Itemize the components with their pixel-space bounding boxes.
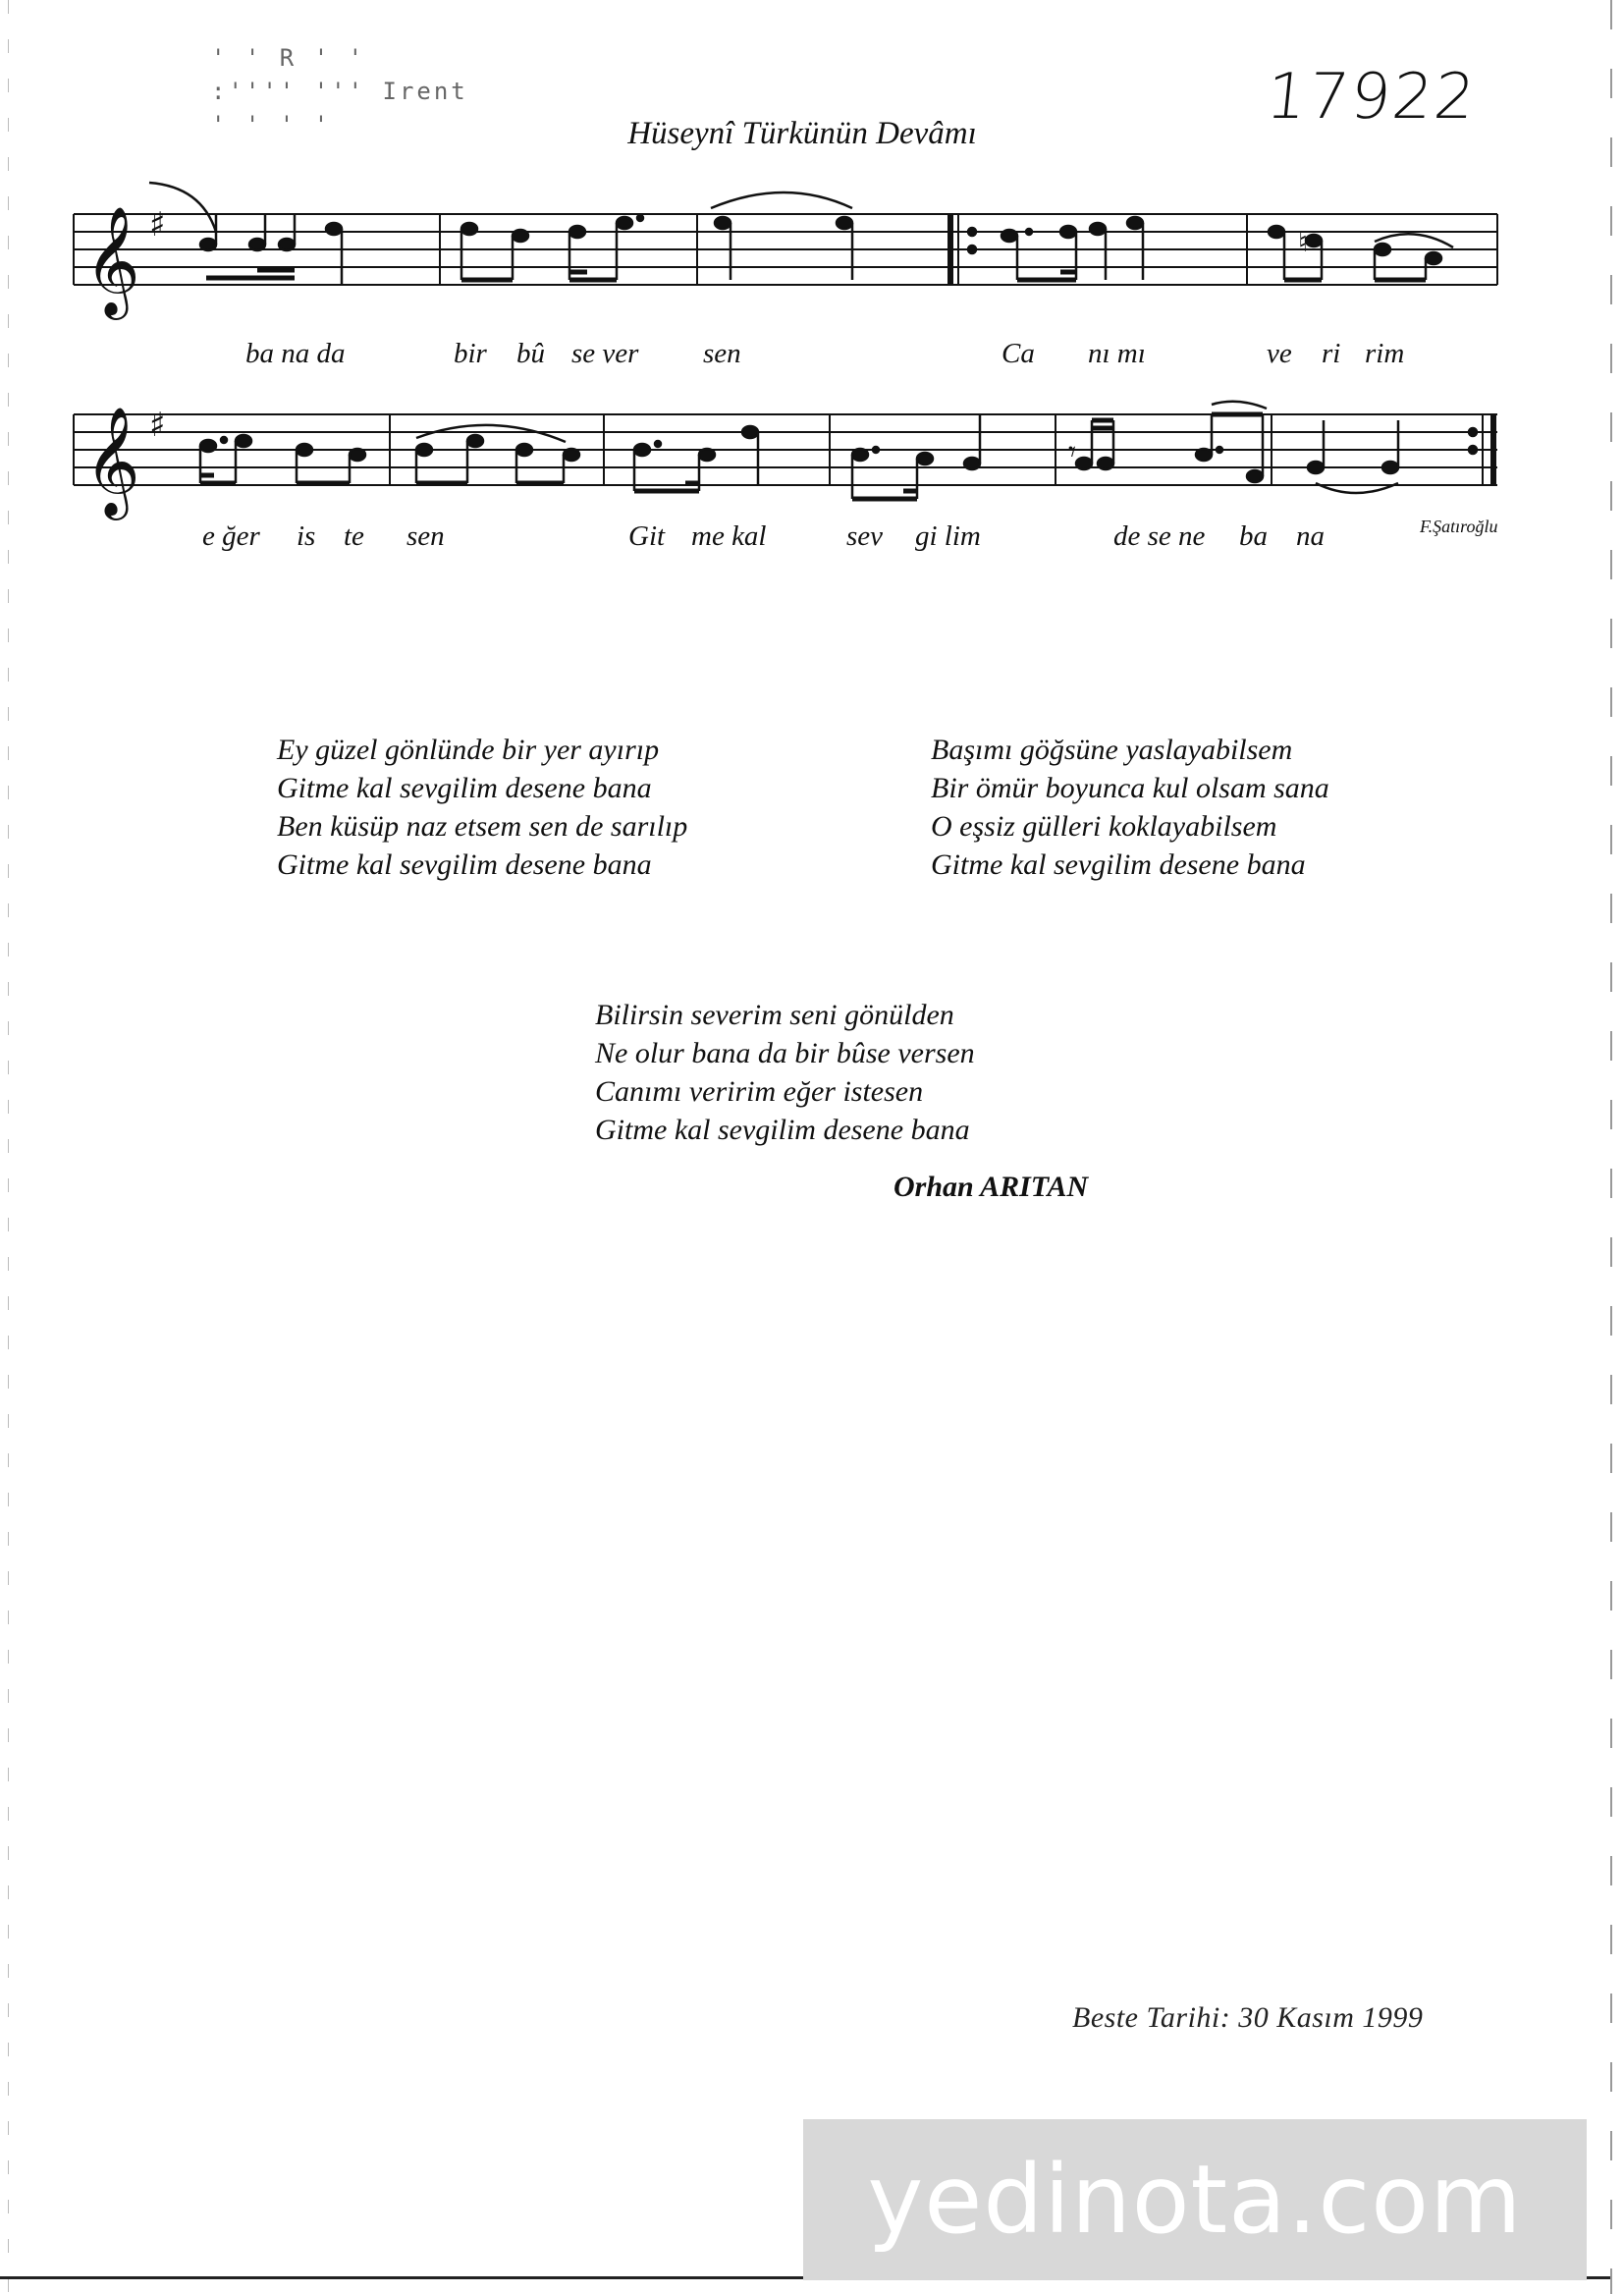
natural-sign-icon: ♮ [1298,226,1309,258]
verse-line: Gitme kal sevgilim desene bana [277,848,652,881]
lyric-syllable: Ca [1001,338,1035,369]
eighth-rest-icon: 𝄾 [1068,435,1076,469]
site-watermark [803,2119,1587,2280]
verse-line: Bilirsin severim seni gönülden [595,999,954,1031]
handwritten-archive-number: 17922 [1263,61,1481,134]
lyric-syllable: ba [1239,520,1268,552]
verse-line: Gitme kal sevgilim desene bana [277,772,652,804]
lyric-syllable: de se ne [1113,520,1206,552]
lyric-syllable: sev [846,520,884,552]
lyric-syllable: rim [1365,338,1405,369]
song-title-text: Hüseynî Türkünün Devâmı [627,116,977,151]
verse-line: Ne olur bana da bir bûse versen [595,1037,975,1069]
lyricist-name: Orhan ARITAN [893,1171,1089,1203]
lyric-syllable: bû [516,338,545,369]
lyric-syllable: te [344,520,364,552]
stamp-line: ' ' ' ' [211,111,332,138]
key-signature-sharp-icon: ♯ [149,205,166,245]
arranger-credit: F.Şatıroğlu [1420,517,1498,536]
watermark-text: yedinota.com [867,2145,1523,2255]
verse-line: Gitme kal sevgilim desene bana [931,848,1306,881]
verse-line: Bir ömür boyunca kul olsam sana [931,772,1329,804]
lyric-syllable: nı mı [1088,338,1146,369]
sheet-music [0,0,1624,589]
treble-clef-icon: 𝄞 [84,205,140,315]
composition-date: Beste Tarihi: 30 Kasım 1999 [1072,2001,1424,2034]
stanza-right [931,731,1329,884]
lyric-syllable: gi lim [915,520,981,552]
lyric-syllable: me kal [691,520,767,552]
staff-2-lines [74,414,1497,485]
stanza-left [277,731,687,884]
stamp-line: ' ' R ' ' [211,44,366,72]
verse-line: Ey güzel gönlünde bir yer ayırıp [277,734,660,766]
verse-line: Ben küsüp naz etsem sen de sarılıp [277,810,688,843]
verse-line: O eşsiz gülleri koklayabilsem [931,810,1277,843]
lyric-syllable: sen [703,338,741,369]
lyric-syllable: sen [406,520,445,552]
verse-line: Başımı göğsüne yaslayabilsem [931,734,1293,766]
stamp-line: :'''' ''' Irent [211,78,468,105]
treble-clef-icon: 𝄞 [84,406,140,516]
lyric-syllable: ri [1322,338,1341,369]
lyric-syllable: Git [628,520,666,552]
lyric-syllable: na [1296,520,1325,552]
lyric-syllable: bir [454,338,487,369]
lyric-syllable: se ver [571,338,639,369]
lyric-syllable: e ğer [202,520,260,552]
verse-line: Canımı veririm eğer istesen [595,1075,924,1108]
lyric-syllable: is [297,520,316,552]
stanza-center [595,996,975,1149]
lyric-syllable: ba na da [245,338,346,369]
lyric-syllable: ve [1267,338,1292,369]
verse-line: Gitme kal sevgilim desene bana [595,1114,970,1146]
key-signature-sharp-icon: ♯ [149,406,166,445]
